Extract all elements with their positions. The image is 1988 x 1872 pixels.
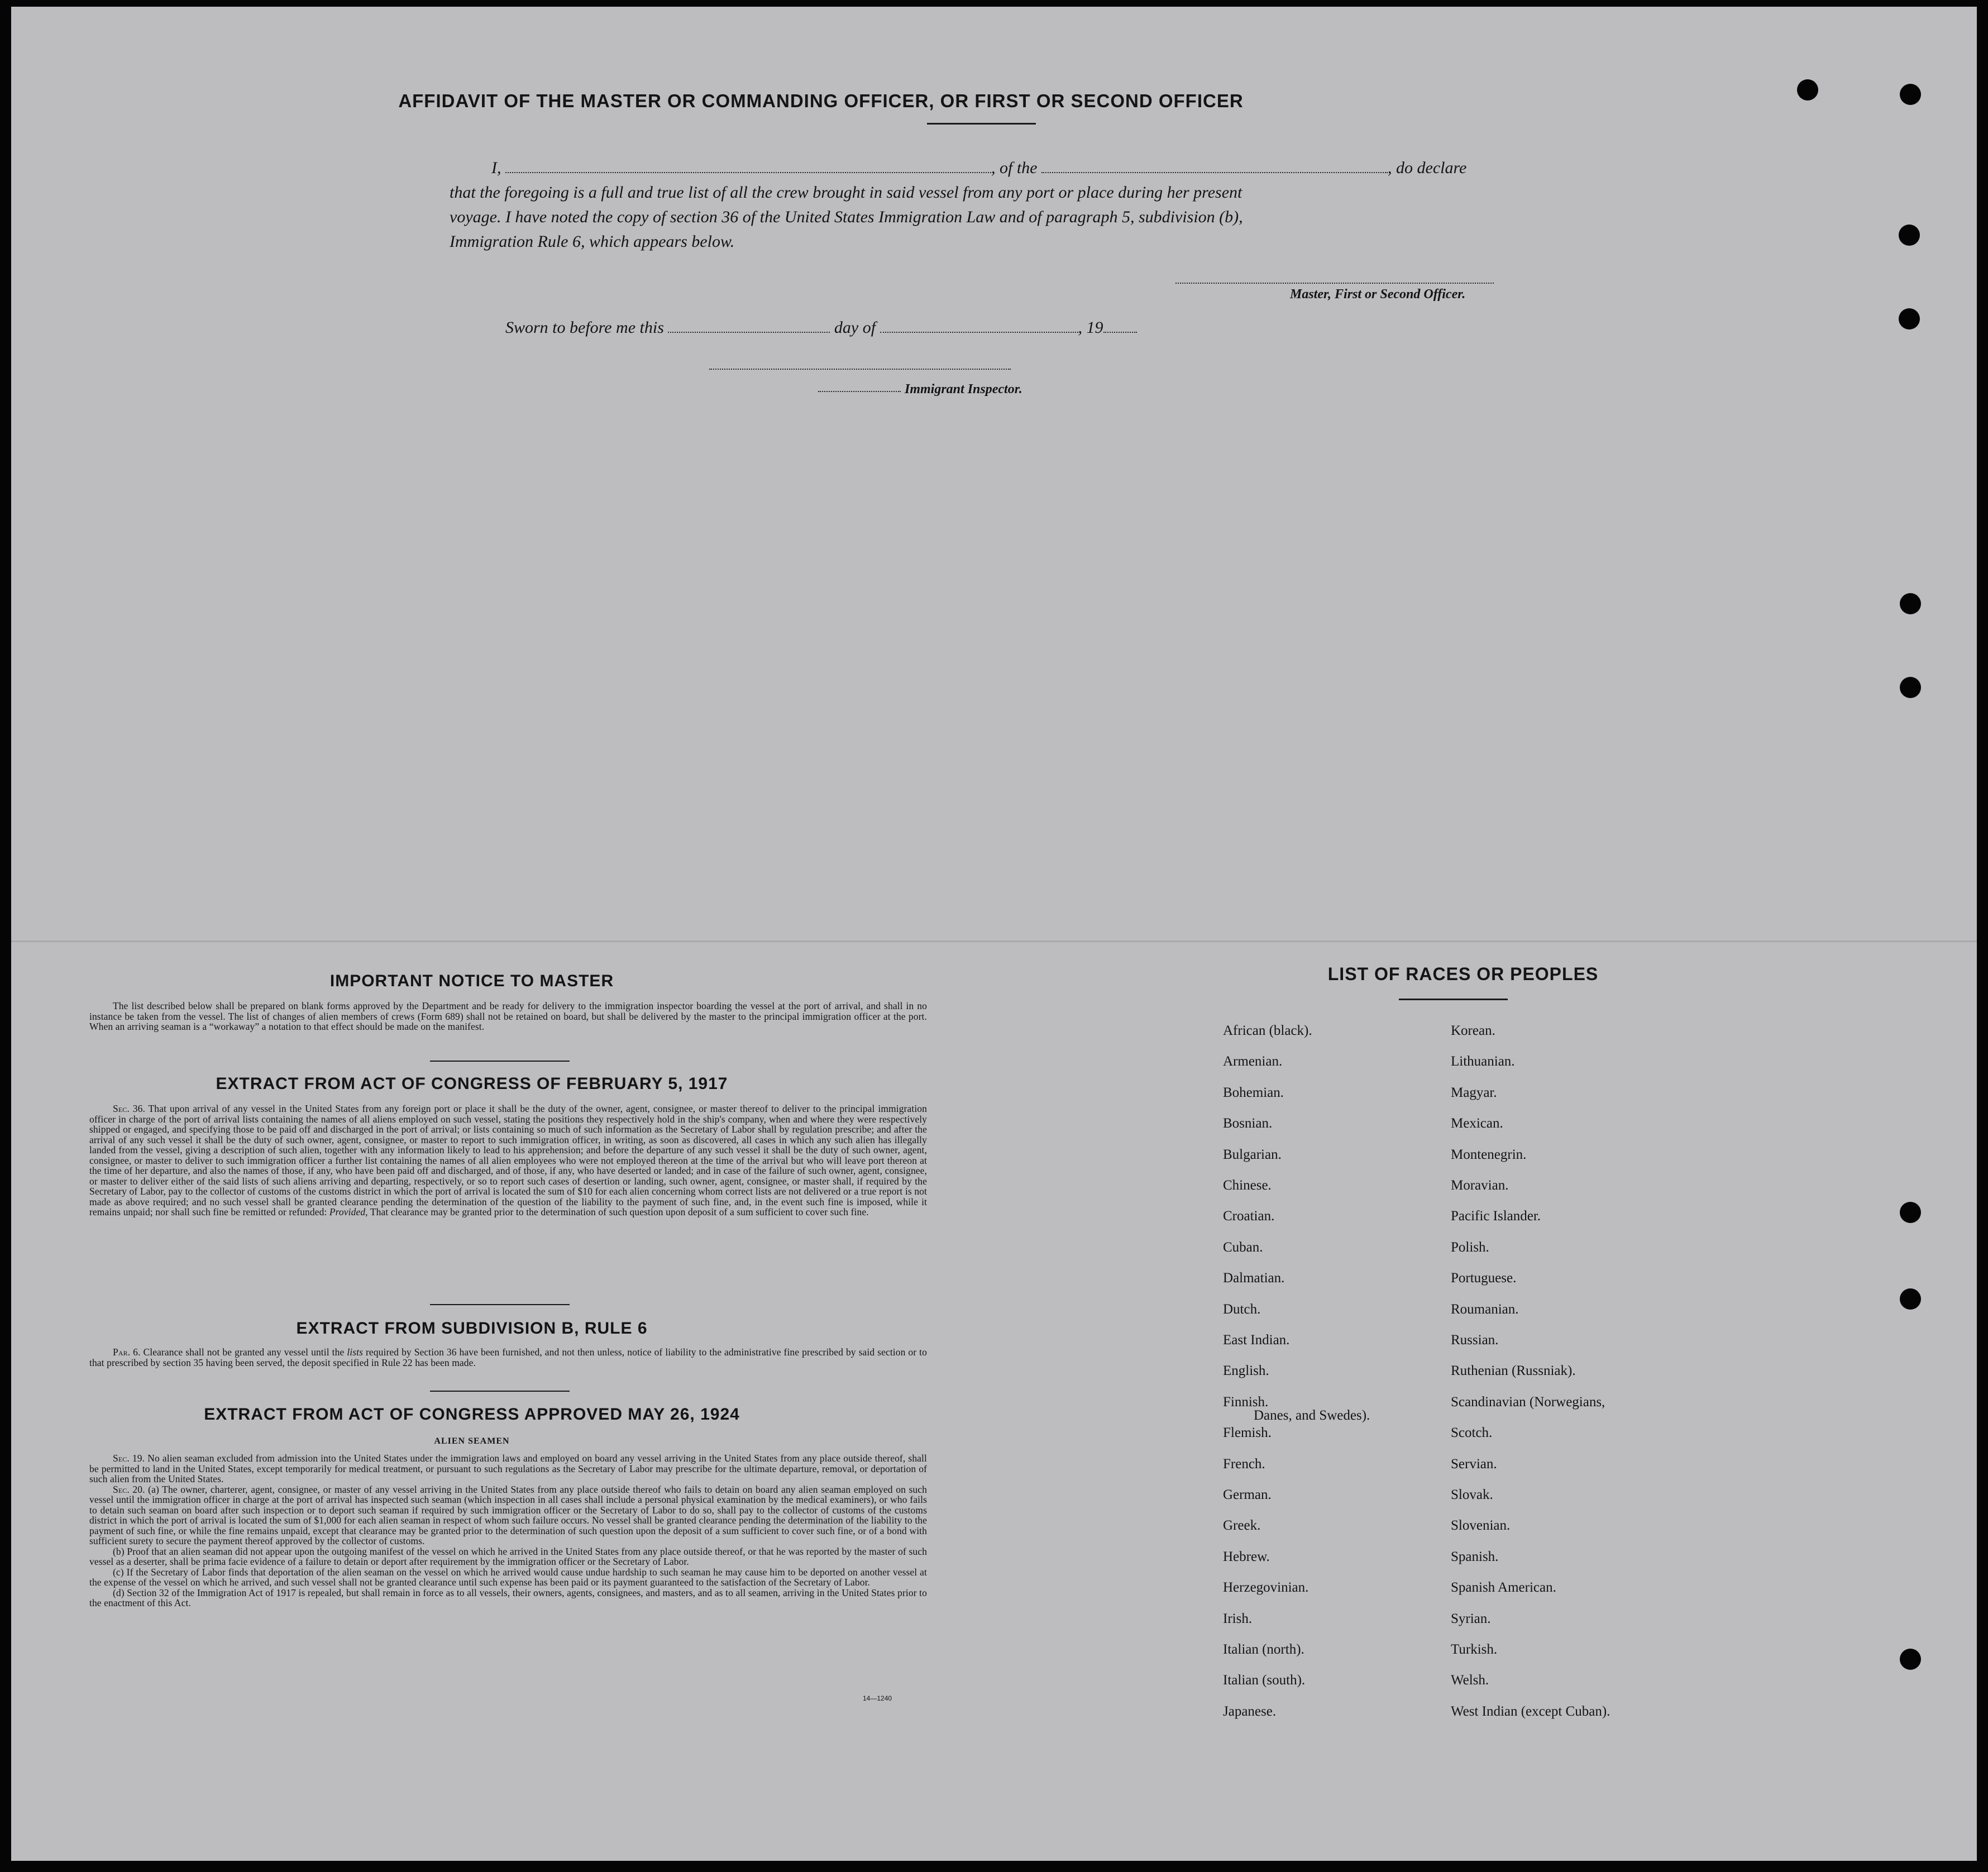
punch-hole bbox=[1899, 225, 1920, 246]
race-item: Spanish. bbox=[1451, 1549, 1499, 1564]
punch-hole bbox=[1900, 1649, 1921, 1670]
rule6-divider bbox=[430, 1391, 570, 1392]
extract-1917-title: EXTRACT FROM ACT OF CONGRESS OF FEBRUARY 5, 1917 bbox=[216, 1075, 728, 1093]
signature-field[interactable] bbox=[1175, 279, 1494, 284]
vessel-field[interactable] bbox=[1041, 169, 1388, 173]
race-item: Russian. bbox=[1451, 1333, 1499, 1348]
extract-1924-body: Sec. 19. No alien seaman excluded from admission into the United States under the immigration laws and employed on board any vessel arriving in the United States from any place outside thereof, shall be permitted to land in the United States, except temporarily for medical treatment, or pursuant to such regulations as the Secretary of Labor may prescribe for the ultimate departure, removal, or deportation of such alien from the United States. Sec. 20. (a) The owner, charterer, agent, consignee, or master of any vessel arriving in the United States from any place outside thereof who fails to detain on board any alien seaman employed on such vessel until the immigration officer in charge at the port of arrival has inspected such seaman (which inspection in all cases shall include a personal physical examination by the medical examiners), or who fails to detain such seaman on board after such inspection or to deport such seaman if required by such immigration officer or the Secretary of Labor to do so, shall pay to the collector of customs of the customs district in which the port of arrival is located the sum of $1,000 for each alien seaman in respect of whom such failure occurs. No vessel shall be granted clearance pending the determination of the liability to the payment of such fine, or while the fine remains unpaid, except that clearance may be granted prior to the determination of such question upon the deposit of a sum sufficient to cover such fine, or of a bond with sufficient surety to secure the payment thereof approved by the collector of customs. (b) Proof that an alien seaman did not appear upon the outgoing manifest of the vessel on which he arrived in the United States from any place outside thereof, or that he was reported by the master of such vessel as a deserter, shall be prima facie evidence of a failure to detain or deport after requirement by the immigration officer or the Secretary of Labor. (c) If the Secretary of Labor finds that deportation of the alien seaman on the vessel on which he arrived would cause undue hardship to such seaman he may cause him to be deported on another vessel at the expense of the vessel on which he arrived, and such vessel shall not be granted clearance until such expense has been paid or its payment guaranteed to the satisfaction of the Secretary of Labor. (d) Section 32 of the Immigration Act of 1917 is repealed, but shall remain in force as to all vessels, their owners, agents, consignees, and masters, and as to all seamen, arriving in the United States prior to the enactment of this Act. bbox=[89, 1453, 927, 1608]
affidavit-body-3: Immigration Rule 6, which appears below. bbox=[450, 232, 735, 251]
sworn-line bbox=[505, 318, 1137, 337]
inspector-caption: Immigrant Inspector. bbox=[905, 382, 1022, 397]
name-field[interactable] bbox=[505, 169, 991, 173]
race-item: Slovak. bbox=[1451, 1487, 1493, 1502]
race-item: Moravian. bbox=[1451, 1178, 1509, 1193]
race-item: Montenegrin. bbox=[1451, 1147, 1527, 1162]
race-item: Bulgarian. bbox=[1223, 1147, 1282, 1162]
fold-line bbox=[11, 940, 1977, 942]
affidavit-line-1 bbox=[491, 159, 1466, 178]
punch-hole bbox=[1900, 1288, 1921, 1310]
race-item: Mexican. bbox=[1451, 1116, 1503, 1131]
race-item: Herzegovinian. bbox=[1223, 1580, 1309, 1596]
race-item: Bohemian. bbox=[1223, 1085, 1284, 1100]
race-item: Roumanian. bbox=[1451, 1301, 1519, 1317]
race-item: Turkish. bbox=[1451, 1642, 1498, 1657]
race-item: Scotch. bbox=[1451, 1425, 1493, 1441]
punch-hole bbox=[1900, 84, 1921, 105]
race-item: Servian. bbox=[1451, 1456, 1497, 1472]
punch-hole bbox=[1797, 79, 1818, 101]
race-item: Danes, and Swedes). bbox=[1254, 1407, 1370, 1423]
race-item: Korean. bbox=[1451, 1023, 1495, 1038]
rule6-body: Par. 6. Clearance shall not be granted any vessel until the lists required by Section 36 have been furnished, and not then unless, notice of liability to the administrative fine prescribed by said section or to that prescribed by section 35 having been served, the deposit specified in Rule 22 has been made. bbox=[89, 1346, 927, 1368]
race-item: Greek. bbox=[1223, 1518, 1261, 1534]
races-title: LIST OF RACES OR PEOPLES bbox=[1327, 964, 1599, 984]
race-item: Ruthenian (Russniak). bbox=[1451, 1363, 1576, 1379]
race-item: Finnish. bbox=[1223, 1394, 1269, 1410]
signature-caption: Master, First or Second Officer. bbox=[1290, 287, 1466, 302]
race-item: Italian (north). bbox=[1223, 1642, 1304, 1657]
race-item: Bosnian. bbox=[1223, 1116, 1273, 1131]
punch-hole bbox=[1899, 308, 1920, 329]
punch-hole bbox=[1900, 593, 1921, 614]
race-item: Japanese. bbox=[1223, 1703, 1277, 1719]
race-item: Dalmatian. bbox=[1223, 1271, 1285, 1286]
sworn-label: Sworn to before me this bbox=[505, 318, 664, 337]
race-item: Polish. bbox=[1451, 1239, 1489, 1255]
affidavit-body-1: that the foregoing is a full and true list of all the crew brought in said vessel from any port or place during her present bbox=[450, 183, 1242, 202]
race-item: English. bbox=[1223, 1363, 1269, 1379]
race-item: Portuguese. bbox=[1451, 1271, 1517, 1286]
race-item: Hebrew. bbox=[1223, 1549, 1270, 1564]
inspector-signature-lead bbox=[818, 388, 901, 392]
title-divider bbox=[927, 123, 1036, 125]
race-item: Italian (south). bbox=[1223, 1673, 1306, 1688]
race-item: German. bbox=[1223, 1487, 1272, 1502]
race-item: Chinese. bbox=[1223, 1178, 1272, 1193]
day-of-label: day of bbox=[834, 318, 876, 337]
race-item: Dutch. bbox=[1223, 1301, 1261, 1317]
race-item: African (black). bbox=[1223, 1023, 1312, 1038]
race-item: Slovenian. bbox=[1451, 1518, 1511, 1534]
year-prefix: , 19 bbox=[1078, 318, 1103, 337]
race-item: Pacific Islander. bbox=[1451, 1209, 1541, 1224]
race-item: Scandinavian (Norwegians, bbox=[1451, 1394, 1605, 1410]
notice-body: The list described below shall be prepared on blank forms approved by the Department and be ready for delivery to the immigration inspector boarding the vessel at the port of arrival, and shall in no instance be taken from the vessel. The list of changes of alien members of crews (Form 689) shall not be retained on board, but shall be delivered by the master to the principal immigration officer at the port. When an arriving seaman is a “workaway” a notation to that effect should be made on the manifest. bbox=[89, 1000, 927, 1032]
punch-hole bbox=[1900, 677, 1921, 698]
document-page bbox=[11, 7, 1977, 1861]
sworn-year-field[interactable] bbox=[1103, 328, 1137, 333]
affidavit-body-2: voyage. I have noted the copy of section 36 of the United States Immigration Law and of paragraph 5, subdivision (b), bbox=[450, 208, 1243, 226]
punch-hole bbox=[1900, 1202, 1921, 1223]
race-item: West Indian (except Cuban). bbox=[1451, 1703, 1611, 1719]
race-item: Magyar. bbox=[1451, 1085, 1497, 1100]
race-item: Welsh. bbox=[1451, 1673, 1489, 1688]
race-item: French. bbox=[1223, 1456, 1265, 1472]
sworn-month-field[interactable] bbox=[880, 328, 1078, 333]
notice-title: IMPORTANT NOTICE TO MASTER bbox=[329, 972, 614, 990]
do-declare-label: , do declare bbox=[1388, 159, 1467, 177]
alien-seamen-subtitle: ALIEN SEAMEN bbox=[434, 1436, 510, 1446]
race-item: Armenian. bbox=[1223, 1054, 1283, 1069]
form-number: 14—1240 bbox=[863, 1694, 892, 1702]
race-item: East Indian. bbox=[1223, 1333, 1290, 1348]
extract-1917-body: Sec. 36. That upon arrival of any vessel in the United States from any foreign port or place it shall be the duty of the owner, agent, consignee, or master thereof to deliver to the principal immigration officer in charge of the port of arrival lists containing the names of all aliens employed on such vessel, stating the positions they respectively hold in the ship's company, when and where they were respectively shipped or engaged, and specifying those to be paid off and discharged in the port of arrival; or lists containing so much of such information as the Secretary of Labor shall by regulation prescribe; and after the arrival of any such vessel it shall be the duty of such owner, agent, consignee, or master to report to such immigration officer, in writing, as soon as discovered, all cases in which any such alien has illegally landed from the vessel, giving a description of such alien, together with any information likely to lead to his apprehension; and before the departure of any such vessel it shall be the duty of such owner, agent, consignee, or master to deliver to such immigration officer a further list containing the names of all alien employees who were not employed thereon at the time of the arrival but who will leave port thereon at the time of her departure, and also the names of those, if any, who have been paid off and discharged, and of those, if any, who have deserted or landed; and in case of the failure of such owner, agent, consignee, or master to deliver either of the said lists of such aliens arriving and departing, respectively, or so to report such cases of desertion or landing, such owner, agent, consignee, or master shall, if required by the Secretary of Labor, pay to the collector of customs of the customs district in which the port of arrival is located the sum of $10 for each alien concerning whom correct lists are not delivered or a true report is not made as above required; and no such vessel shall be granted clearance pending the determination of the question of the liability to the payment of such fine, and, in the event such fine is imposed, while it remains unpaid; nor shall such fine be remitted or refunded: Provided, That clearance may be granted prior to the determination of such question upon deposit of a sum sufficient to cover such fine. bbox=[89, 1103, 927, 1217]
extract-1917-divider bbox=[430, 1304, 570, 1305]
affidavit-title: AFFIDAVIT OF THE MASTER OR COMMANDING OFFICER, OR FIRST OR SECOND OFFICER bbox=[398, 90, 1244, 111]
race-item: Irish. bbox=[1223, 1611, 1253, 1626]
inspector-signature-field[interactable] bbox=[709, 365, 1011, 370]
races-divider bbox=[1399, 999, 1508, 1000]
notice-divider bbox=[430, 1061, 570, 1062]
of-the-label: , of the bbox=[991, 159, 1038, 177]
race-item: Spanish American. bbox=[1451, 1580, 1556, 1596]
sworn-day-field[interactable] bbox=[668, 328, 830, 333]
i-label: I, bbox=[491, 159, 501, 177]
race-item: Syrian. bbox=[1451, 1611, 1491, 1626]
race-item: Cuban. bbox=[1223, 1239, 1263, 1255]
extract-1924-title: EXTRACT FROM ACT OF CONGRESS APPROVED MAY 26, 1924 bbox=[204, 1405, 740, 1424]
rule6-title: EXTRACT FROM SUBDIVISION B, RULE 6 bbox=[296, 1319, 648, 1338]
race-item: Flemish. bbox=[1223, 1425, 1272, 1441]
race-item: Lithuanian. bbox=[1451, 1054, 1515, 1069]
race-item: Croatian. bbox=[1223, 1209, 1275, 1224]
